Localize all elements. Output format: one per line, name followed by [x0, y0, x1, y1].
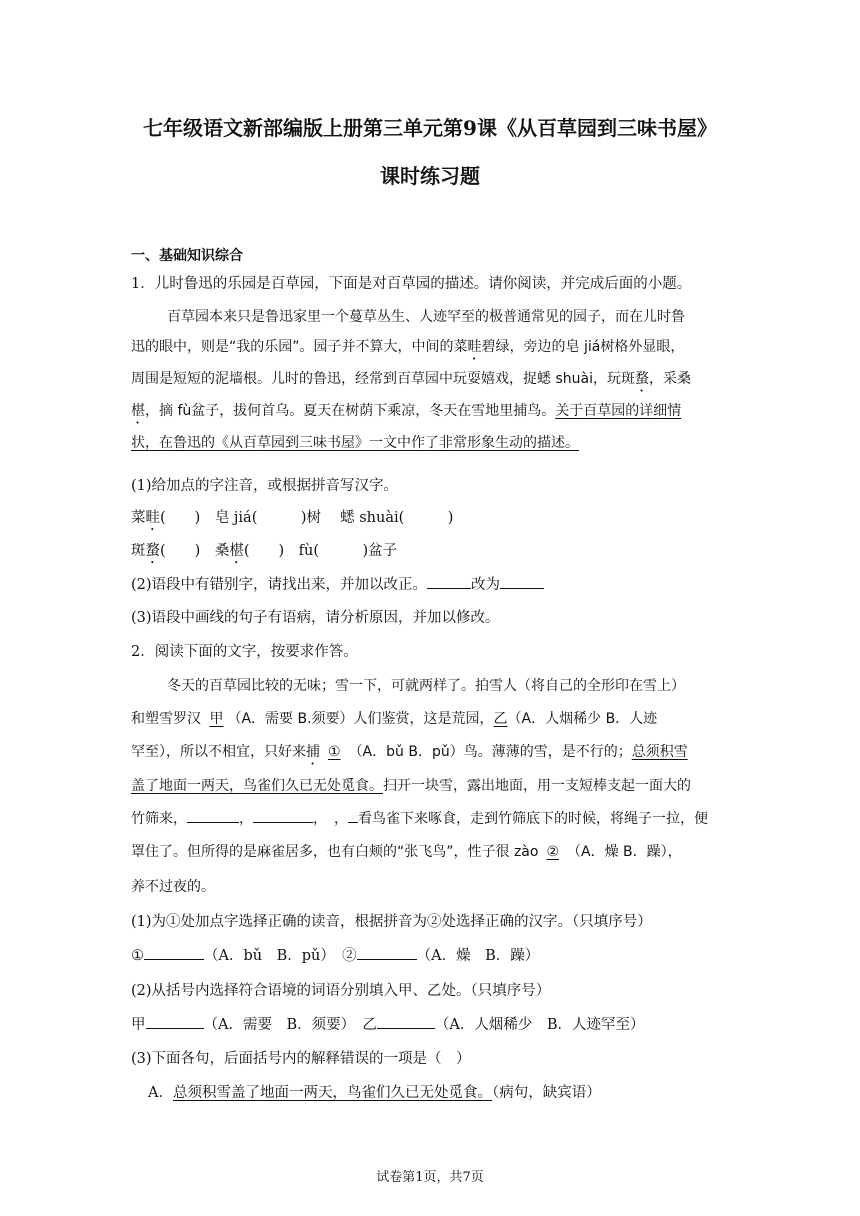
- answer-blank[interactable]: [427, 574, 471, 590]
- q1-passage-line: 周围是短短的泥墙根。儿时的鲁迅，经常到百草园中玩耍嬉戏，捉蟋 shuài，玩斑蝥，采桑: [131, 371, 691, 387]
- q2-passage-line: 竹筛来， ， ， ， 看鸟雀下来啄食，走到竹筛底下的时候，将绳子一拉，便: [131, 808, 708, 828]
- page-subtitle: 课时练习题: [380, 164, 480, 188]
- q2-sub2: (2)从括号内选择符合语境的词语分别填入甲、乙处。（只填序号）: [131, 983, 551, 999]
- blank-marker: 乙: [493, 711, 508, 727]
- underlined-sentence: 总须积雪盖了地面一两天，鸟雀们久已无处觅食。: [172, 1085, 492, 1101]
- answer-blank[interactable]: [144, 945, 204, 961]
- answer-blank[interactable]: [357, 945, 417, 961]
- q1-passage-line: 迅的眼中，则是“我的乐园”。园子并不算大，中间的菜畦碧绿，旁边的皂 jiá树格外显眼，: [131, 339, 685, 355]
- underlined-sentence: 状，在鲁迅的《从百草园到三味书屋》一文中作了非常形象生动的描述。: [131, 435, 579, 451]
- blank-marker: ②: [546, 844, 560, 860]
- answer-blank[interactable]: [377, 1014, 435, 1030]
- underlined-sentence: 关于百草园的详细情: [555, 403, 682, 419]
- blank-marker: 甲: [209, 711, 224, 727]
- answer-blank[interactable]: [187, 808, 239, 823]
- answer-blank[interactable]: [146, 1014, 204, 1030]
- q1-sub3: (3)语段中画线的句子有语病，请分析原因，并加以修改。: [131, 610, 500, 626]
- q2-passage-line: 和塑雪罗汉 甲 （A．需要 B.须要）人们鉴赏，这是荒园，乙（A．人烟稀少 B．人迹: [131, 711, 658, 727]
- q1-sub1: (1)给加点的字注音，或根据拼音写汉字。: [131, 478, 399, 494]
- answer-blank[interactable]: [500, 574, 544, 590]
- dotted-char: 畦: [467, 339, 482, 355]
- section-heading: 一、基础知识综合: [131, 248, 243, 264]
- answer-blank[interactable]: [253, 808, 313, 823]
- page-footer: 试卷第1页，共7页: [376, 1170, 484, 1185]
- page-title: 七年级语文新部编版上册第三单元第9课《从百草园到三味书屋》: [143, 116, 717, 140]
- dotted-char: 蝥: [634, 371, 649, 387]
- q1-passage-line: [131, 432, 579, 452]
- q2-stem: 2．阅读下面的文字，按要求作答。: [131, 644, 358, 660]
- q1-passage-line: 百草园本来只是鲁迅家里一个蔓草丛生、人迹罕至的极普通常见的园子，而在儿时鲁: [167, 309, 685, 325]
- answer-blank[interactable]: [348, 808, 358, 823]
- q1-passage-line: 椹，摘 fù盆子，拔何首乌。夏天在树荫下乘凉，冬天在雪地里捕鸟。关于百草园的详细情: [131, 403, 682, 419]
- dotted-char: 椹: [131, 403, 145, 419]
- blank-marker: ①: [328, 744, 341, 760]
- q2-option-a: A．总须积雪盖了地面一两天，鸟雀们久已无处觅食。（病句，缺宾语）: [148, 1085, 601, 1101]
- q1-stem: 1．儿时鲁迅的乐园是百草园，下面是对百草园的描述。请你阅读，并完成后面的小题。: [131, 276, 692, 292]
- q2-passage-line: 罕至），所以不相宜，只好来捕 ① （A．bǔ B．pǔ）鸟。薄薄的雪，是不行的；总须积雪: [131, 744, 688, 760]
- q2-sub2-answers: 甲 （A．需要 B．须要） 乙 （A．人烟稀少 B．人迹罕至）: [131, 1013, 645, 1034]
- underlined-sentence: 盖了地面一两天，鸟雀们久已无处觅食。: [131, 778, 383, 794]
- q2-passage-line: 养不过夜的。: [131, 879, 215, 895]
- q2-sub1: (1)为①处加点字选择正确的读音，根据拼音为②处选择正确的汉字。（只填序号）: [131, 914, 652, 930]
- underlined-sentence: 总须积雪: [631, 744, 688, 760]
- q2-passage-line: 罩住了。但所得的是麻雀居多，也有白颊的“张飞鸟”，性子很 zào ② （A．燥 B．躁），: [131, 844, 682, 860]
- q2-passage-line: 盖了地面一两天，鸟雀们久已无处觅食。扫开一块雪，露出地面，用一支短棒支起一面大的: [131, 778, 691, 794]
- q1-sub1-row: 斑蝥( ) 桑椹( ) fù( )盆子: [131, 543, 398, 559]
- q1-sub2: (2)语段中有错别字，请找出来，并加以改正。 改为: [131, 573, 544, 594]
- q2-sub1-answers: ① （A．bǔ B．pǔ） ② （A．燥 B．躁）: [131, 944, 539, 965]
- q2-passage-line: 冬天的百草园比较的无味；雪一下，可就两样了。拍雪人（将自己的全形印在雪上）: [167, 678, 685, 694]
- q1-sub1-row: 菜畦( ) 皂 jiá( )树 蟋 shuài( ): [131, 510, 454, 526]
- q2-sub3: (3)下面各句，后面括号内的解释错误的一项是（ ）: [131, 1051, 471, 1067]
